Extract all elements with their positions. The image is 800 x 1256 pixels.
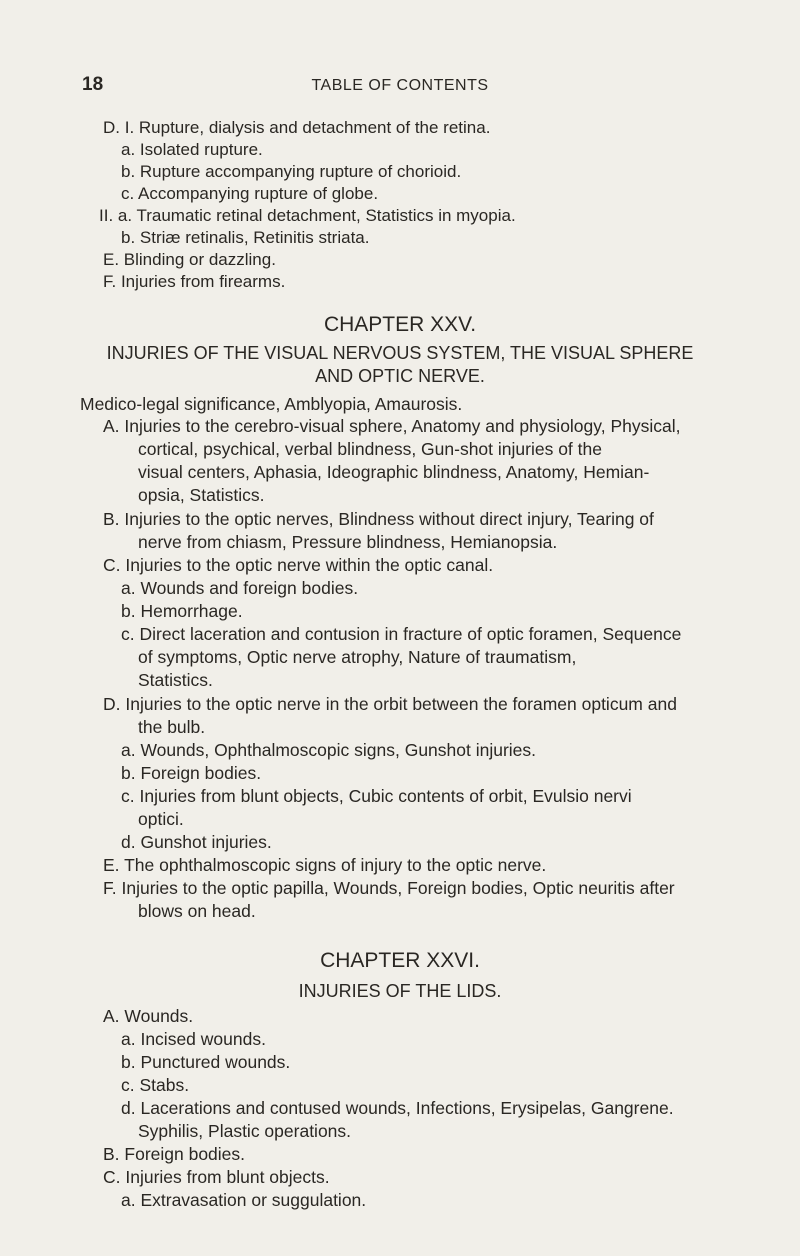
toc-entry: a. Isolated rupture. — [121, 140, 263, 159]
toc-entry: b. Hemorrhage. — [121, 601, 243, 621]
toc-entry: b. Striæ retinalis, Retinitis striata. — [121, 228, 370, 247]
chapter-intro: Medico-legal significance, Amblyopia, Amaurosis. — [80, 394, 463, 414]
page-header — [0, 74, 800, 98]
toc-entry: c. Injuries from blunt objects, Cubic contents of orbit, Evulsio nervi — [121, 786, 632, 806]
toc-entry: cortical, psychical, verbal blindness, Gun-shot injuries of the — [138, 439, 602, 459]
toc-entry: C. Injuries to the optic nerve within the optic canal. — [103, 555, 494, 575]
toc-entry: A. Injuries to the cerebro-visual sphere, Anatomy and physiology, Physical, — [103, 416, 681, 436]
toc-entry: of symptoms, Optic nerve atrophy, Nature of traumatism, — [138, 647, 577, 667]
chapter-title: CHAPTER XXVI. — [320, 949, 480, 972]
toc-entry: optici. — [138, 809, 184, 829]
toc-entry: b. Rupture accompanying rupture of chorioid. — [121, 162, 462, 181]
toc-entry: Syphilis, Plastic operations. — [138, 1121, 352, 1141]
toc-entry: B. Foreign bodies. — [103, 1144, 246, 1164]
chapter-subtitle: INJURIES OF THE VISUAL NERVOUS SYSTEM, THE VISUAL SPHERE — [106, 343, 694, 363]
toc-entry: E. Blinding or dazzling. — [103, 250, 276, 269]
toc-entry: blows on head. — [138, 901, 256, 921]
toc-entry: E. The ophthalmoscopic signs of injury to the optic nerve. — [103, 855, 547, 875]
toc-entry: visual centers, Aphasia, Ideographic blindness, Anatomy, Hemian- — [138, 462, 650, 482]
toc-entry: opsia, Statistics. — [138, 485, 265, 505]
toc-entry: nerve from chiasm, Pressure blindness, Hemianopsia. — [138, 532, 558, 552]
toc-entry: the bulb. — [138, 717, 206, 737]
running-title: TABLE OF CONTENTS — [311, 77, 489, 94]
toc-entry: c. Stabs. — [121, 1075, 190, 1095]
toc-entry: C. Injuries from blunt objects. — [103, 1167, 330, 1187]
toc-entry: A. Wounds. — [103, 1006, 194, 1026]
toc-entry: D. Injuries to the optic nerve in the orbit between the foramen opticum and — [103, 694, 677, 714]
toc-entry: a. Incised wounds. — [121, 1029, 266, 1049]
toc-entry: B. Injuries to the optic nerves, Blindness without direct injury, Tearing of — [103, 509, 654, 529]
toc-entry: a. Wounds, Ophthalmoscopic signs, Gunshot injuries. — [121, 740, 537, 760]
toc-entry: d. Lacerations and contused wounds, Infections, Erysipelas, Gangrene. — [121, 1098, 674, 1118]
chapter-subtitle: AND OPTIC NERVE. — [315, 366, 485, 386]
toc-entry: d. Gunshot injuries. — [121, 832, 272, 852]
toc-entry: F. Injuries from firearms. — [103, 272, 286, 291]
toc-entry: II. a. Traumatic retinal detachment, Statistics in myopia. — [99, 206, 516, 225]
toc-entry: Statistics. — [138, 670, 213, 690]
page-number: 18 — [82, 74, 104, 95]
toc-entry: a. Wounds and foreign bodies. — [121, 578, 359, 598]
toc-entry: b. Punctured wounds. — [121, 1052, 291, 1072]
toc-entry: c. Accompanying rupture of globe. — [121, 184, 379, 203]
chapter-title: CHAPTER XXV. — [323, 313, 477, 336]
toc-entry: D. I. Rupture, dialysis and detachment of the retina. — [103, 118, 491, 137]
toc-entry: F. Injuries to the optic papilla, Wounds, Foreign bodies, Optic neuritis after — [103, 878, 675, 898]
toc-entry: a. Extravasation or suggulation. — [121, 1190, 367, 1210]
toc-entry: b. Foreign bodies. — [121, 763, 262, 783]
toc-entry: c. Direct laceration and contusion in fracture of optic foramen, Sequence — [121, 624, 682, 644]
chapter-subtitle: INJURIES OF THE LIDS. — [298, 981, 502, 1001]
